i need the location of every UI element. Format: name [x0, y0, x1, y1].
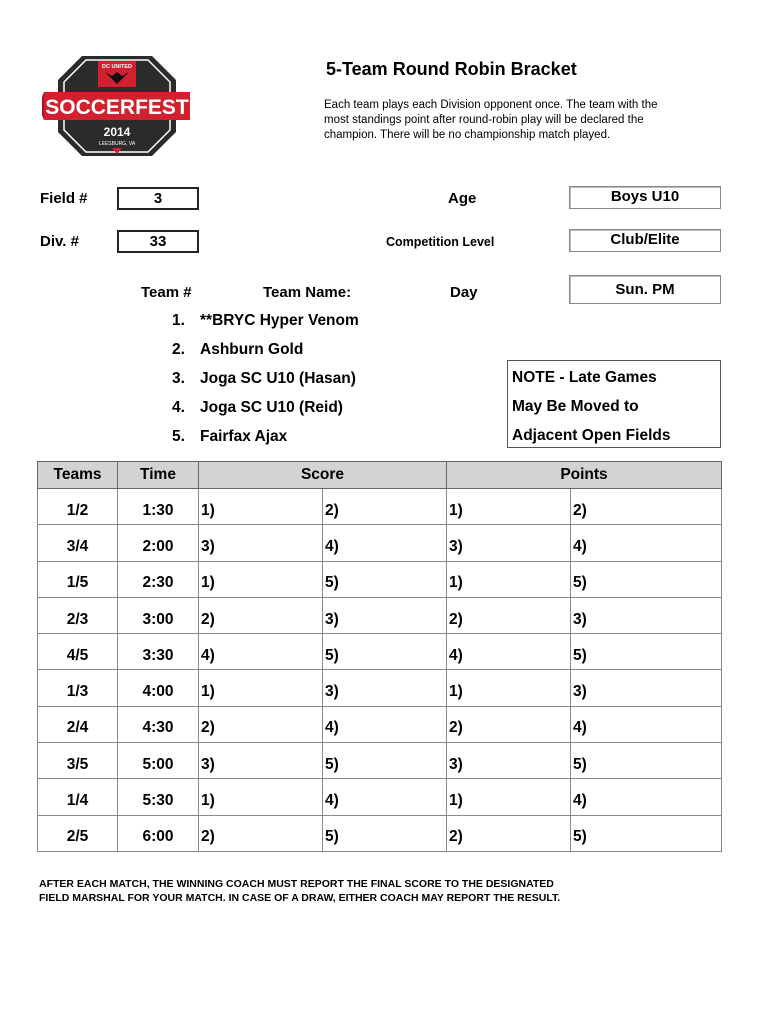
points-cell-a[interactable]: 1): [447, 670, 571, 706]
team-number: 2.: [172, 341, 185, 358]
points-cell-b[interactable]: 5): [571, 815, 722, 851]
header-teams: Teams: [38, 462, 118, 489]
points-cell-a[interactable]: 2): [447, 597, 571, 633]
table-row: [38, 634, 722, 670]
points-cell-a[interactable]: 1): [447, 561, 571, 597]
score-cell-a[interactable]: 4): [199, 634, 323, 670]
table-row: [38, 706, 722, 742]
points-cell-a[interactable]: 2): [447, 706, 571, 742]
score-cell-a[interactable]: 1): [199, 561, 323, 597]
match-time: 2:30: [118, 561, 199, 597]
match-teams: 1/2: [38, 489, 118, 525]
match-teams: 3/5: [38, 743, 118, 779]
points-cell-b[interactable]: 5): [571, 561, 722, 597]
score-cell-b[interactable]: 5): [323, 561, 447, 597]
header-points: Points: [447, 462, 722, 489]
points-cell-b[interactable]: 3): [571, 670, 722, 706]
team-number: 1.: [172, 312, 185, 329]
match-teams: 1/3: [38, 670, 118, 706]
points-cell-a[interactable]: 3): [447, 525, 571, 561]
score-cell-b[interactable]: 4): [323, 525, 447, 561]
team-list: [172, 312, 359, 457]
match-teams: 2/3: [38, 597, 118, 633]
points-cell-b[interactable]: 4): [571, 779, 722, 815]
score-cell-a[interactable]: 3): [199, 525, 323, 561]
score-cell-a[interactable]: 2): [199, 597, 323, 633]
points-cell-b[interactable]: 2): [571, 489, 722, 525]
score-cell-a[interactable]: 1): [199, 489, 323, 525]
svg-text:LEESBURG, VA: LEESBURG, VA: [98, 141, 136, 147]
schedule-table: [37, 461, 722, 852]
points-cell-a[interactable]: 4): [447, 634, 571, 670]
points-cell-b[interactable]: 5): [571, 743, 722, 779]
list-item: [172, 370, 359, 399]
list-item: [172, 399, 359, 428]
match-time: 5:30: [118, 779, 199, 815]
team-name: Joga SC U10 (Reid): [200, 399, 343, 416]
age-box: Boys U10: [569, 186, 721, 209]
svg-text:2014: 2014: [103, 125, 131, 139]
team-name: **BRYC Hyper Venom: [200, 312, 359, 329]
table-row: [38, 743, 722, 779]
score-cell-b[interactable]: 5): [323, 634, 447, 670]
table-header-row: [38, 462, 722, 489]
competition-level-label: Competition Level: [386, 235, 495, 249]
list-item: [172, 428, 359, 457]
team-name: Fairfax Ajax: [200, 428, 288, 445]
score-cell-b[interactable]: 4): [323, 779, 447, 815]
list-item: [172, 312, 359, 341]
page-title: 5-Team Round Robin Bracket: [326, 59, 577, 79]
match-time: 4:30: [118, 706, 199, 742]
score-cell-a[interactable]: 2): [199, 706, 323, 742]
points-cell-a[interactable]: 1): [447, 779, 571, 815]
note-line: Adjacent Open Fields: [512, 427, 671, 444]
table-row: [38, 670, 722, 706]
header-time: Time: [118, 462, 199, 489]
footer-instructions: [39, 877, 560, 905]
points-cell-a[interactable]: 1): [447, 489, 571, 525]
match-time: 3:00: [118, 597, 199, 633]
match-time: 4:00: [118, 670, 199, 706]
table-row: [38, 779, 722, 815]
match-time: 3:30: [118, 634, 199, 670]
late-games-note: [507, 360, 721, 448]
team-number: 4.: [172, 399, 185, 416]
score-cell-a[interactable]: 2): [199, 815, 323, 851]
svg-text:DC UNITED: DC UNITED: [102, 64, 132, 70]
field-label: Field #: [40, 190, 88, 207]
match-teams: 4/5: [38, 634, 118, 670]
table-row: [38, 561, 722, 597]
match-time: 2:00: [118, 525, 199, 561]
points-cell-a[interactable]: 2): [447, 815, 571, 851]
match-time: 6:00: [118, 815, 199, 851]
table-row: [38, 597, 722, 633]
table-row: [38, 489, 722, 525]
score-cell-b[interactable]: 5): [323, 815, 447, 851]
table-row: [38, 525, 722, 561]
team-number: 5.: [172, 428, 185, 445]
day-box: Sun. PM: [569, 275, 721, 304]
table-row: [38, 815, 722, 851]
div-label: Div. #: [40, 233, 79, 250]
div-number-box: 33: [117, 230, 199, 253]
points-cell-a[interactable]: 3): [447, 743, 571, 779]
points-cell-b[interactable]: 4): [571, 525, 722, 561]
score-cell-a[interactable]: 1): [199, 779, 323, 815]
score-cell-b[interactable]: 4): [323, 706, 447, 742]
team-number: 3.: [172, 370, 185, 387]
svg-text:SOCCERFEST: SOCCERFEST: [45, 96, 189, 119]
footer-line: FIELD MARSHAL FOR YOUR MATCH. IN CASE OF A DRAW, EITHER COACH MAY REPORT THE RESULT.: [39, 892, 561, 904]
team-name-label: Team Name:: [263, 284, 352, 301]
points-cell-b[interactable]: 3): [571, 597, 722, 633]
score-cell-b[interactable]: 2): [323, 489, 447, 525]
match-time: 1:30: [118, 489, 199, 525]
team-name: Joga SC U10 (Hasan): [200, 370, 356, 387]
field-number-box: 3: [117, 187, 199, 210]
score-cell-a[interactable]: 1): [199, 670, 323, 706]
competition-level-box: Club/Elite: [569, 229, 721, 252]
note-line: May Be Moved to: [512, 398, 639, 415]
footer-line: AFTER EACH MATCH, THE WINNING COACH MUST REPORT THE FINAL SCORE TO THE DESIGNATED: [39, 878, 554, 890]
score-cell-b[interactable]: 5): [323, 743, 447, 779]
match-teams: 1/4: [38, 779, 118, 815]
age-label: Age: [448, 190, 477, 207]
points-cell-b[interactable]: 5): [571, 634, 722, 670]
team-name: Ashburn Gold: [200, 341, 304, 358]
match-teams: 1/5: [38, 561, 118, 597]
score-cell-a[interactable]: 3): [199, 743, 323, 779]
score-cell-b[interactable]: 3): [323, 670, 447, 706]
match-teams: 2/4: [38, 706, 118, 742]
note-line: NOTE - Late Games: [512, 369, 657, 386]
header-score: Score: [199, 462, 447, 489]
points-cell-b[interactable]: 4): [571, 706, 722, 742]
match-teams: 3/4: [38, 525, 118, 561]
list-item: [172, 341, 359, 370]
soccerfest-logo: [42, 50, 192, 162]
rules-description: Each team plays each Division opponent once. The team with the most standings point after round-robin play will be declared the champion. There will be no championship match played.: [324, 99, 658, 141]
match-time: 5:00: [118, 743, 199, 779]
match-teams: 2/5: [38, 815, 118, 851]
team-number-label: Team #: [141, 284, 192, 301]
day-label: Day: [450, 284, 478, 301]
score-cell-b[interactable]: 3): [323, 597, 447, 633]
